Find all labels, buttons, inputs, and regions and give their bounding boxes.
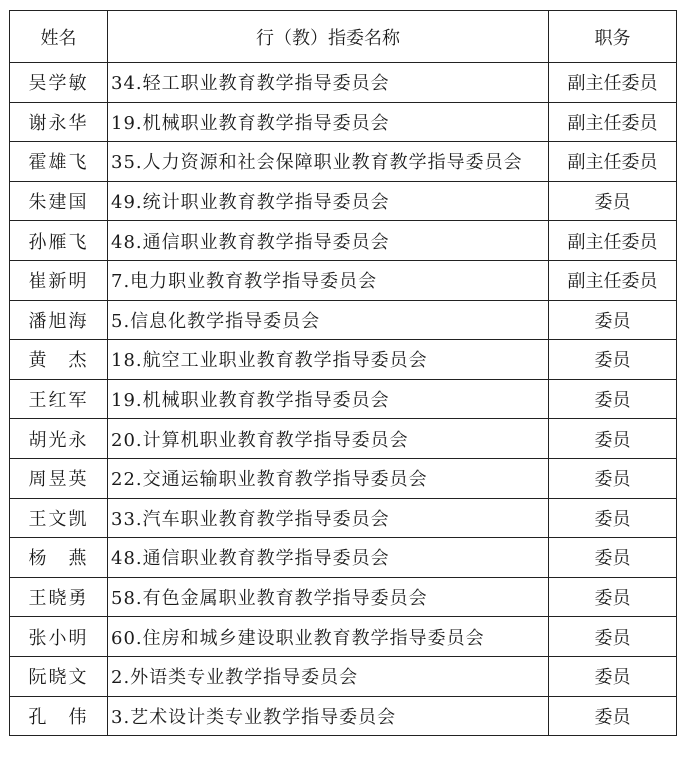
committee-cell: 48.通信职业教育教学指导委员会 bbox=[108, 221, 549, 261]
name-cell: 孙雁飞 bbox=[10, 221, 108, 261]
table-row bbox=[10, 63, 677, 103]
table-row bbox=[10, 656, 677, 696]
name-cell: 王文凯 bbox=[10, 498, 108, 538]
committee-cell: 33.汽车职业教育教学指导委员会 bbox=[108, 498, 549, 538]
table-row bbox=[10, 419, 677, 459]
table-row bbox=[10, 617, 677, 657]
committee-cell: 58.有色金属职业教育教学指导委员会 bbox=[108, 577, 549, 617]
role-cell: 委员 bbox=[549, 379, 677, 419]
committee-cell: 60.住房和城乡建设职业教育教学指导委员会 bbox=[108, 617, 549, 657]
role-cell: 委员 bbox=[549, 696, 677, 736]
committee-cell: 20.计算机职业教育教学指导委员会 bbox=[108, 419, 549, 459]
role-cell: 副主任委员 bbox=[549, 142, 677, 182]
table-row bbox=[10, 577, 677, 617]
committee-table bbox=[9, 10, 677, 736]
name-cell: 杨 燕 bbox=[10, 538, 108, 578]
table-row bbox=[10, 142, 677, 182]
table-row bbox=[10, 260, 677, 300]
table-row bbox=[10, 102, 677, 142]
role-cell: 委员 bbox=[549, 340, 677, 380]
role-cell: 副主任委员 bbox=[549, 221, 677, 261]
table-row bbox=[10, 340, 677, 380]
committee-cell: 18.航空工业职业教育教学指导委员会 bbox=[108, 340, 549, 380]
name-cell: 霍雄飞 bbox=[10, 142, 108, 182]
role-cell: 委员 bbox=[549, 300, 677, 340]
name-cell: 崔新明 bbox=[10, 260, 108, 300]
table-row bbox=[10, 498, 677, 538]
table-row bbox=[10, 221, 677, 261]
header-committee: 行（教）指委名称 bbox=[108, 11, 549, 63]
committee-cell: 48.通信职业教育教学指导委员会 bbox=[108, 538, 549, 578]
committee-cell: 49.统计职业教育教学指导委员会 bbox=[108, 181, 549, 221]
committee-cell: 22.交通运输职业教育教学指导委员会 bbox=[108, 458, 549, 498]
name-cell: 周昱英 bbox=[10, 458, 108, 498]
role-cell: 副主任委员 bbox=[549, 102, 677, 142]
committee-cell: 34.轻工职业教育教学指导委员会 bbox=[108, 63, 549, 103]
role-cell: 委员 bbox=[549, 181, 677, 221]
committee-cell: 19.机械职业教育教学指导委员会 bbox=[108, 102, 549, 142]
name-cell: 谢永华 bbox=[10, 102, 108, 142]
committee-cell: 3.艺术设计类专业教学指导委员会 bbox=[108, 696, 549, 736]
table-row bbox=[10, 696, 677, 736]
table-row bbox=[10, 300, 677, 340]
role-cell: 副主任委员 bbox=[549, 260, 677, 300]
table-row bbox=[10, 181, 677, 221]
role-cell: 委员 bbox=[549, 419, 677, 459]
committee-cell: 19.机械职业教育教学指导委员会 bbox=[108, 379, 549, 419]
committee-cell: 2.外语类专业教学指导委员会 bbox=[108, 656, 549, 696]
table-row bbox=[10, 538, 677, 578]
role-cell: 委员 bbox=[549, 538, 677, 578]
name-cell: 张小明 bbox=[10, 617, 108, 657]
name-cell: 阮晓文 bbox=[10, 656, 108, 696]
table-row bbox=[10, 379, 677, 419]
name-cell: 胡光永 bbox=[10, 419, 108, 459]
name-cell: 潘旭海 bbox=[10, 300, 108, 340]
role-cell: 副主任委员 bbox=[549, 63, 677, 103]
role-cell: 委员 bbox=[549, 656, 677, 696]
name-cell: 王晓勇 bbox=[10, 577, 108, 617]
committee-cell: 7.电力职业教育教学指导委员会 bbox=[108, 260, 549, 300]
header-name: 姓名 bbox=[10, 11, 108, 63]
header-role: 职务 bbox=[549, 11, 677, 63]
name-cell: 王红军 bbox=[10, 379, 108, 419]
table-row bbox=[10, 458, 677, 498]
table-header bbox=[10, 11, 677, 63]
header-row bbox=[10, 11, 677, 63]
table-body bbox=[10, 63, 677, 736]
committee-cell: 5.信息化教学指导委员会 bbox=[108, 300, 549, 340]
role-cell: 委员 bbox=[549, 577, 677, 617]
name-cell: 黄 杰 bbox=[10, 340, 108, 380]
role-cell: 委员 bbox=[549, 498, 677, 538]
name-cell: 孔 伟 bbox=[10, 696, 108, 736]
role-cell: 委员 bbox=[549, 617, 677, 657]
name-cell: 吴学敏 bbox=[10, 63, 108, 103]
name-cell: 朱建国 bbox=[10, 181, 108, 221]
committee-cell: 35.人力资源和社会保障职业教育教学指导委员会 bbox=[108, 142, 549, 182]
role-cell: 委员 bbox=[549, 458, 677, 498]
